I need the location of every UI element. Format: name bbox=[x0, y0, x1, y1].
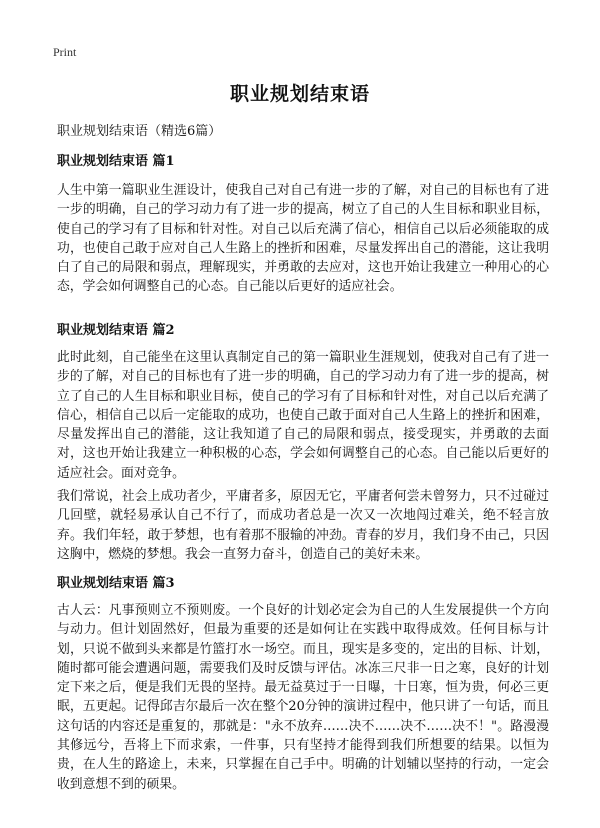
section-2-paragraph-1: 此时此刻，自己能坐在这里认真制定自己的第一篇职业生涯规划，使我对自己有了进一步的了解，对自己的目标也有了进一步的明确，自己的学习动力有了进一步的提高，树立了自己的人生目标和职业目标，使自己的学习有了目标和针对性，对自己以后充满了信心，相信自己以后一定能取的成功，也使自己敢于面对自己人生路上的挫折和困难，尽量发挥出自己的潜能，这让我知道了自己的局限和弱点，接受现实，并勇敢的去面对，这也开始让我建立一种积极的心态，学会如何调整自己的心态。自己能以后更好的适应社会。面对竞争。 bbox=[57, 350, 549, 481]
section-heading-3: 职业规划结束语 篇3 bbox=[57, 576, 175, 591]
section-3-paragraph-1: 古人云：凡事预则立不预则废。一个良好的计划必定会为自己的人生发展提供一个方向与动力。但计划固然好，但最为重要的还是如何让在实践中取得成效。任何目标与计划，只说不做到头来都是竹篮打水一场空。而且，现实是多变的，定出的目标、计划，随时都可能会遭遇问题，需要我们及时反馈与评估。冰冻三尺非一日之寒，良好的计划定下来之后，便是我们无畏的坚持。最无益莫过于一日曝，十日寒，恒为贵，何必三更眠，五更起。记得邱吉尔最后一次在整个20分钟的演讲过程中，他只讲了一句话，而且这句话的内容还是重复的，那就是："永不放弃……决不……决不……决不！"。路漫漫其修远兮，吾将上下而求索，一件事，只有坚持才能得到我们所想要的结果。以恒为贵，在人生的路途上，未来，只掌握在自己手中。明确的计划辅以坚持的行动，一定会收到意想不到的硕果。 bbox=[57, 603, 549, 792]
section-2-paragraph-2: 我们常说，社会上成功者少，平庸者多，原因无它，平庸者何尝未曾努力，只不过碰过几回壁，就轻易承认自己不行了，而成功者总是一次又一次地闯过难关，绝不轻言放弃。我们年轻，敢于梦想，也有着那不服输的冲劲。青春的岁月，我们身不由己，只因这胸中，燃烧的梦想。我会一直努力奋斗，创造自己的美好未来。 bbox=[57, 489, 549, 562]
section-heading-2: 职业规划结束语 篇2 bbox=[57, 323, 175, 338]
section-heading-1: 职业规划结束语 篇1 bbox=[57, 154, 175, 169]
print-link[interactable]: Print bbox=[53, 45, 77, 59]
document-subtitle: 职业规划结束语（精选6篇） bbox=[57, 124, 222, 139]
document-title: 职业规划结束语 bbox=[229, 83, 370, 105]
section-1-paragraph-1: 人生中第一篇职业生涯设计，使我自己对自己有进一步的了解，对自己的目标也有了进一步的明确，自己的学习动力有了进一步的提高，树立了自己的人生目标和职业目标，使自己的学习有了目标和针对性。对自己以后充满了信心，相信自己以后必须能取的成功，也使自己敢于应对自己人生路上的挫折和困难，尽量发挥出自己的潜能，这让我明白了自己的局限和弱点，理解现实，并勇敢的去应对，这也开始让我建立一种用心的心态，学会如何调整自己的心态。自己能以后更好的适应社会。 bbox=[57, 183, 549, 295]
